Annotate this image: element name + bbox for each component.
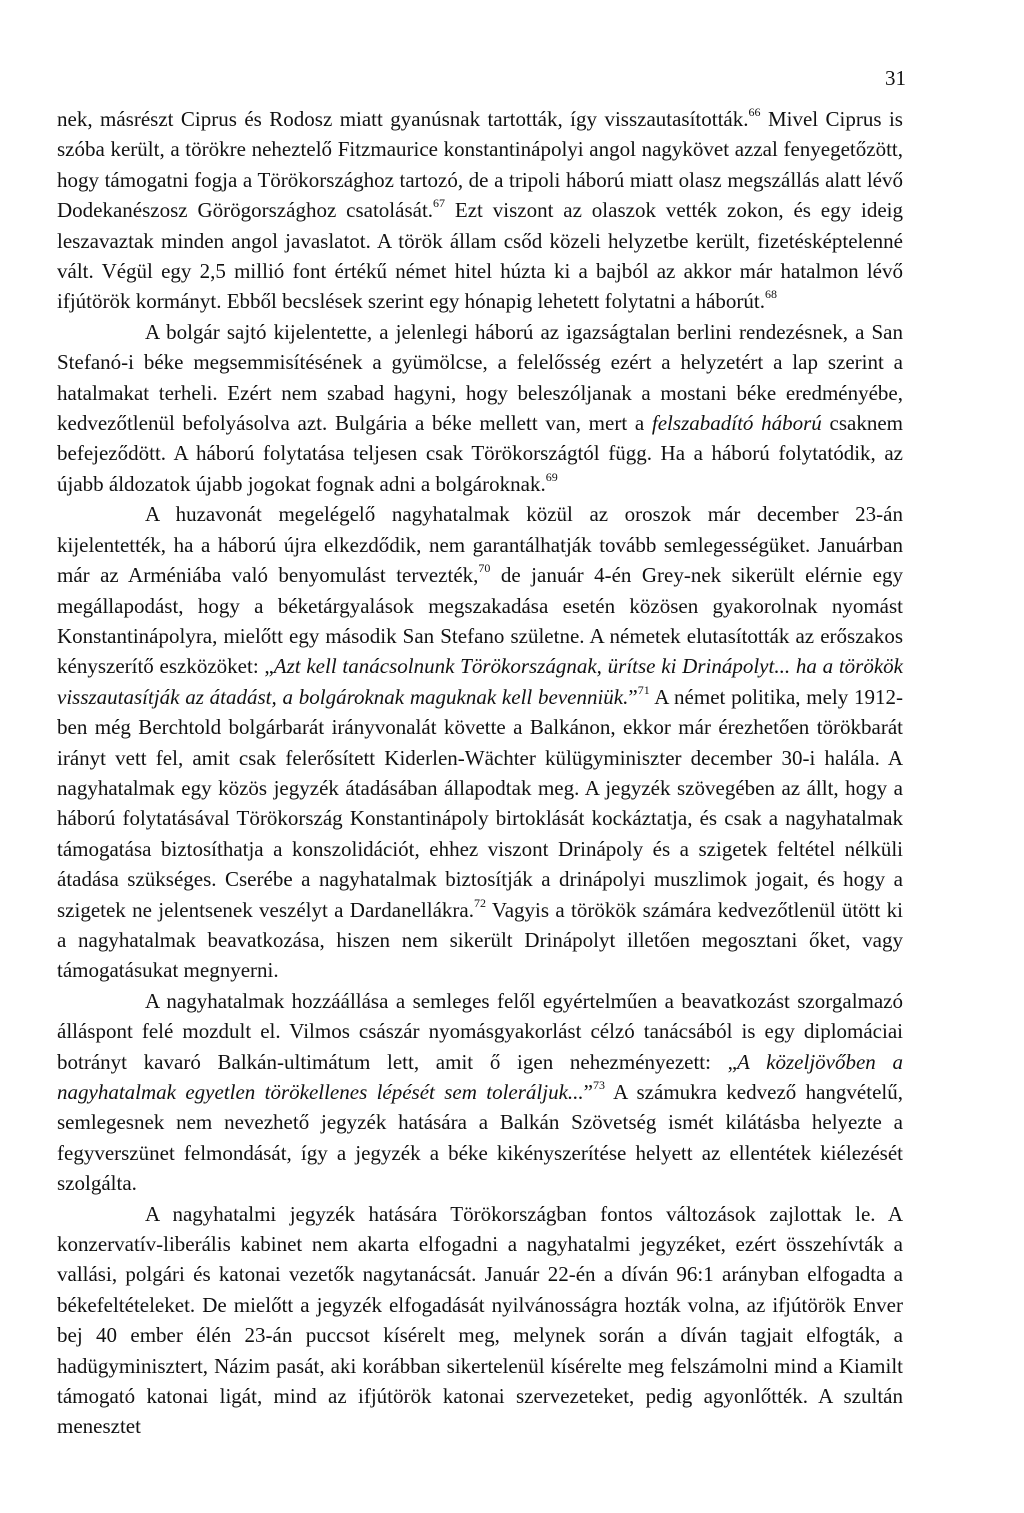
footnote-ref: 72 xyxy=(473,895,486,910)
italic-quote: felszabadító háború xyxy=(651,411,822,436)
text-run: nek, másrészt Ciprus és Rodosz miatt gyanúsnak tartották, így visszautasították. xyxy=(57,107,749,131)
paragraph-1 xyxy=(57,104,903,317)
italic-quote: A közeljövőben a nagyhatalmak egyetlen törökellenes lépését sem toleráljuk... xyxy=(57,1049,903,1104)
text-run: Vagyis a törökök számára kedvezőtlenül ütött ki a nagyhatalmak beavatkozása, hiszen nem sikerült Drinápolyt illetően megosztani őket, vagy támogatásukat megnyerni. xyxy=(57,897,903,983)
text-run: A bolgár sajtó kijelentette, a jelenlegi háború az igazságtalan berlini rendezésnek, a San Stefanó-i béke megsemmisítésének a gyümölcse, a felelősség ezért a helyzetért a lap szerint a hatalmakat terheli. Ezért nem szabad hagyni, hogy beleszóljanak a mostani béke eredményébe, kedvezőtlenül befolyásolva azt. Bulgária a béke mellett van, mert a xyxy=(57,319,903,436)
text-run: A huzavonát megelégelő nagyhatalmak közül az oroszok már december 23-án kijelentették, ha a háború újra elkezdődik, nem garantálhatják tovább semlegességüket. Januárban már az Arméniába való benyomulást tervezték, xyxy=(57,502,903,588)
text-run: de január 4-én Grey-nek sikerült elérnie egy megállapodást, hogy a béketárgyalások megszakadása esetén közösen gyakorolnak nyomást Konstantinápolyra, mielőtt egy második San Stefano születne. A németek elutasították az erőszakos kényszerítő eszközöket: „ xyxy=(57,563,903,679)
paragraph-3 xyxy=(57,499,903,986)
footnote-ref: 69 xyxy=(545,469,558,484)
text-run: ” xyxy=(628,684,638,709)
text-run: ” xyxy=(583,1080,593,1104)
footnote-ref: 73 xyxy=(592,1078,605,1092)
text-run: A német politika, mely 1912-ben még Berchtold bolgárbarát irányvonalát követte a Balkánon, ekkor már érezhetően törökbarát irányt vett fel, amit csak felerősített Kiderlen-Wächter külügyminiszter december 30-i halála. A nagyhatalmak egy közös jegyzék átadásában állapodtak meg. A jegyzék szövegében az állt, hogy a háború folytatásával Törökország Konstantinápoly birtoklását kockáztatja, és csak a nagyhatalmak támogatása biztosíthatja a konszolidációt, ehhez viszont Drinápoly és a szigetek feltétel nélküli átadása szükséges. Cserébe a nagyhatalmak biztosítják a drinápolyi muszlimok jogait, és hogy a szigetek ne jelentsenek veszélyt a Dardanellákra. xyxy=(57,684,903,922)
page-number: 31 xyxy=(885,66,906,90)
paragraph-5 xyxy=(57,1199,903,1442)
footnote-ref: 70 xyxy=(478,561,491,576)
text-run: A számukra kedvező hangvételű, semlegesnek nem nevezhető jegyzék hatására a Balkán Szövetség ismét kilátásba helyezte a fegyverszünet felmondását, így a jegyzék a béke kikényszerítése helyett az ellentétek kiélezését szolgálta. xyxy=(57,1080,903,1196)
footnote-ref: 67 xyxy=(433,196,446,211)
text-run: Mivel Ciprus is szóba került, a törökre neheztelő Fitzmaurice konstantinápolyi angol nagykövet azzal fenyegetőzött, hogy támogatni fogja a Törökországhoz tartozó, de a tripoli háború miatt olasz megszállás alatt lévő Dodekanészosz Görögországhoz csatolását. xyxy=(57,107,903,223)
italic-quote: Azt kell tanácsolnunk Törökországnak, ürítse ki Drinápolyt... ha a törökök visszautasítják az átadást, a bolgároknak maguknak kell bevenniük. xyxy=(57,654,903,709)
text-run: Ezt viszont az olaszok vették zokon, és egy ideig leszavaztak minden angol javaslatot. A török állam csőd közeli helyzetbe került, fizetésképtelenné vált. Végül egy 2,5 millió font értékű német hitel húzta ki a bajból az akkor már hatalmon lévő ifjútörök kormányt. Ebből becslések szerint egy hónapig lehetett folytatni a háborút. xyxy=(57,198,903,314)
text-run: A nagyhatalmak hozzáállása a semleges felől egyértelműen a beavatkozást szorgalmazó álláspont felé mozdult el. Vilmos császár nyomásgyakorlást célzó tanácsából is egy diplomáciai botrányt kavaró Balkán-ultimátum lett, amit ő igen nehezményezett: „ xyxy=(57,988,903,1074)
footnote-ref: 71 xyxy=(637,682,650,697)
text-run: csaknem befejeződött. A háború folytatása teljesen csak Törökországtól függ. Ha a háború folytatódik, az újabb áldozatok újabb jogokat fognak adni a bolgároknak. xyxy=(57,411,903,496)
footnote-ref: 68 xyxy=(764,287,777,302)
paragraph-4 xyxy=(57,986,903,1199)
body-text xyxy=(57,104,903,1442)
footnote-ref: 66 xyxy=(748,105,761,119)
paragraph-2 xyxy=(57,317,903,499)
text-run: A nagyhatalmi jegyzék hatására Törökországban fontos változások zajlottak le. A konzervatív-liberális kabinet nem akarta elfogadni a nagyhatalmi jegyzéket, ezért összehívták a vallási, polgári és katonai vezetők nagytanácsát. Január 22-én a díván 96:1 arányban elfogadta a békefeltételeket. De mielőtt a jegyzék elfogadását nyilvánosságra hozták volna, az ifjútörök Enver bej 40 ember élén 23-án puccsot kísérelt meg, melynek során a díván tagjait elfogták, a hadügyminisztert, Názim pasát, aki korábban sikertelenül kísérelte meg felszámolni mind a Kiamilt támogató katonai ligát, mind az ifjútörök katonai szervezeteket, pedig agyonlőtték. A szultán menesztet xyxy=(57,1201,903,1439)
